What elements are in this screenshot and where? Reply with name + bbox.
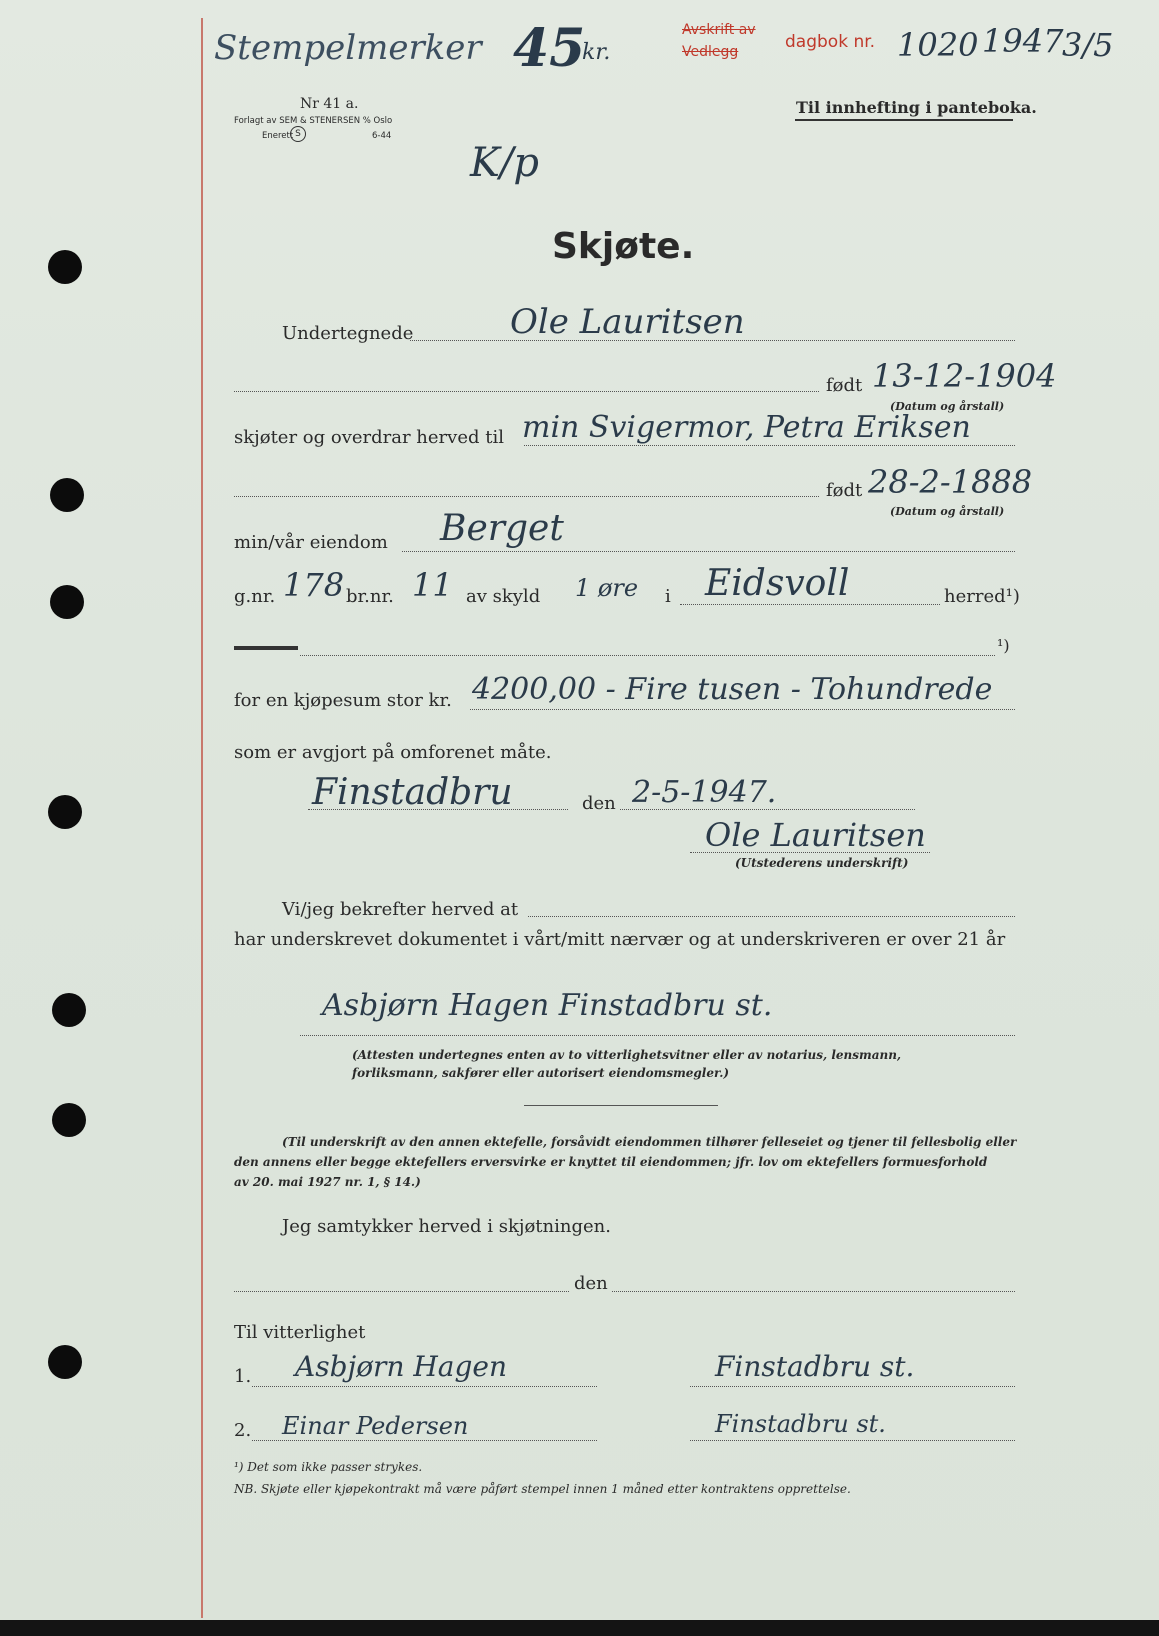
copy-stamp-line2: Vedlegg	[682, 44, 739, 60]
binding-note: Til innhefting i panteboka.	[796, 98, 1037, 117]
buyer-name: min Svigermor, Petra Eriksen	[522, 410, 971, 445]
eiendom-label: min/vår eiendom	[234, 532, 388, 553]
copy-stamp-line1: Avskrift av	[682, 22, 756, 38]
signature-caption: (Utstederens underskrift)	[735, 856, 909, 870]
dotted-line	[528, 916, 1015, 917]
struck-text	[234, 646, 298, 650]
dotted-line	[690, 1386, 1015, 1387]
skyld-value: 1 øre	[575, 574, 639, 602]
margin-rule	[201, 18, 203, 1618]
den-label: den	[574, 1273, 608, 1294]
publisher: Forlagt av SEM & STENERSEN % Oslo	[234, 116, 393, 126]
den-label: den	[582, 793, 616, 814]
spouse-note3: av 20. mai 1927 nr. 1, § 14.)	[234, 1175, 421, 1189]
dotted-line	[234, 496, 819, 497]
gnr-label: g.nr.	[234, 586, 276, 607]
dotted-line	[234, 1291, 569, 1292]
dagbok-number: 1020	[897, 26, 979, 64]
skjoter-label: skjøter og overdrar herved til	[234, 427, 504, 448]
property-name: Berget	[440, 508, 564, 549]
separator-line	[524, 1105, 718, 1106]
dotted-line	[402, 551, 1015, 552]
seller-birthdate: 13-12-1904	[872, 357, 1057, 395]
i-label: i	[665, 586, 671, 607]
datum-caption: (Datum og årstall)	[890, 505, 1005, 518]
witness-number: 1.	[234, 1366, 252, 1387]
stempelmerker-note: Stempelmerker	[214, 28, 482, 68]
brnr-value: 11	[412, 566, 453, 604]
dagbok-date: 3/5	[1062, 26, 1114, 64]
datum-caption: (Datum og årstall)	[890, 400, 1005, 413]
enerett-label: Enerett	[262, 131, 294, 141]
dotted-line	[300, 655, 995, 656]
footnote-nb: NB. Skjøte eller kjøpekontrakt må være påført stempel innen 1 måned etter kontraktens opprettelse.	[234, 1482, 851, 1496]
stamp-amount-suffix: kr.	[582, 40, 611, 65]
dotted-line	[680, 604, 940, 605]
dotted-line	[300, 1035, 1015, 1036]
punch-hole	[50, 585, 84, 619]
seller-signature: Ole Lauritsen	[705, 816, 926, 854]
attest-line1: Vi/jeg bekrefter herved at	[282, 899, 519, 920]
avgjort-text: som er avgjort på omforenet måte.	[234, 742, 552, 763]
seller-name: Ole Lauritsen	[510, 302, 745, 342]
kjopesum-label: for en kjøpesum stor kr.	[234, 690, 452, 711]
brnr-label: br.nr.	[346, 586, 394, 607]
skyld-label: av skyld	[466, 586, 541, 607]
purchase-price: 4200,00 - Fire tusen - Tohundrede	[472, 672, 993, 707]
stamp-amount: 45	[513, 18, 586, 79]
witness-name: Asbjørn Hagen	[295, 1350, 508, 1383]
dotted-line	[690, 1440, 1015, 1441]
witness-heading: Til vitterlighet	[234, 1322, 366, 1343]
edition-label: 6-44	[372, 131, 392, 141]
document-title: Skjøte.	[552, 226, 695, 267]
gnr-value: 178	[283, 566, 345, 604]
dotted-line	[252, 1440, 597, 1441]
spouse-note2: den annens eller begge ektefellers erversvirke er knyttet til eiendommen; jfr. lov om ektefellers formuesforhold	[234, 1155, 988, 1169]
herred-label: herred¹)	[944, 586, 1020, 607]
signing-date: 2-5-1947.	[632, 775, 777, 810]
spouse-note1: (Til underskrift av den annen ektefelle, forsåvidt eiendommen tilhører felleseiet og tjener til fellesbolig eller	[282, 1135, 1017, 1149]
witness-place: Finstadbru st.	[715, 1350, 915, 1383]
punch-hole	[48, 795, 82, 829]
attest-note2: forliksmann, sakfører eller autorisert eiendomsmegler.)	[352, 1066, 730, 1080]
dotted-line	[612, 1291, 1015, 1292]
fodt-label: født	[826, 375, 863, 396]
witness-name: Einar Pedersen	[282, 1412, 469, 1440]
attest-witness: Asbjørn Hagen Finstadbru st.	[322, 988, 773, 1023]
dotted-line	[252, 1386, 597, 1387]
punch-hole	[52, 1103, 86, 1137]
punch-hole	[52, 993, 86, 1027]
dotted-line	[470, 709, 1015, 710]
dagbok-label: dagbok nr.	[785, 32, 876, 52]
footnote-1: ¹) Det som ikke passer strykes.	[234, 1460, 423, 1474]
herred-value: Eidsvoll	[705, 563, 850, 604]
undertegnede-label: Undertegnede	[282, 323, 414, 344]
footnote-marker: ¹)	[997, 636, 1010, 655]
binding-note-underline	[795, 119, 1013, 121]
dotted-line	[690, 852, 930, 853]
attest-line2: har underskrevet dokumentet i vårt/mitt nærvær og at underskriveren er over 21 år	[234, 929, 1006, 950]
dotted-line	[524, 445, 1015, 446]
punch-hole	[48, 1345, 82, 1379]
consent-text: Jeg samtykker herved i skjøtningen.	[282, 1216, 611, 1237]
fodt-label: født	[826, 480, 863, 501]
initials: K/p	[470, 140, 539, 186]
dotted-line	[234, 391, 819, 392]
witness-place: Finstadbru st.	[715, 1410, 886, 1438]
scan-edge	[0, 1620, 1159, 1636]
punch-hole	[48, 250, 82, 284]
buyer-birthdate: 28-2-1888	[868, 463, 1033, 501]
dagbok-year: 1947	[982, 22, 1064, 60]
attest-note1: (Attesten undertegnes enten av to vitterlighetsvitner eller av notarius, lensmann,	[352, 1048, 902, 1062]
witness-number: 2.	[234, 1420, 252, 1441]
place-value: Finstadbru	[312, 772, 513, 813]
publisher-logo: S	[290, 126, 306, 142]
form-number: Nr 41 a.	[300, 96, 359, 112]
punch-hole	[50, 478, 84, 512]
